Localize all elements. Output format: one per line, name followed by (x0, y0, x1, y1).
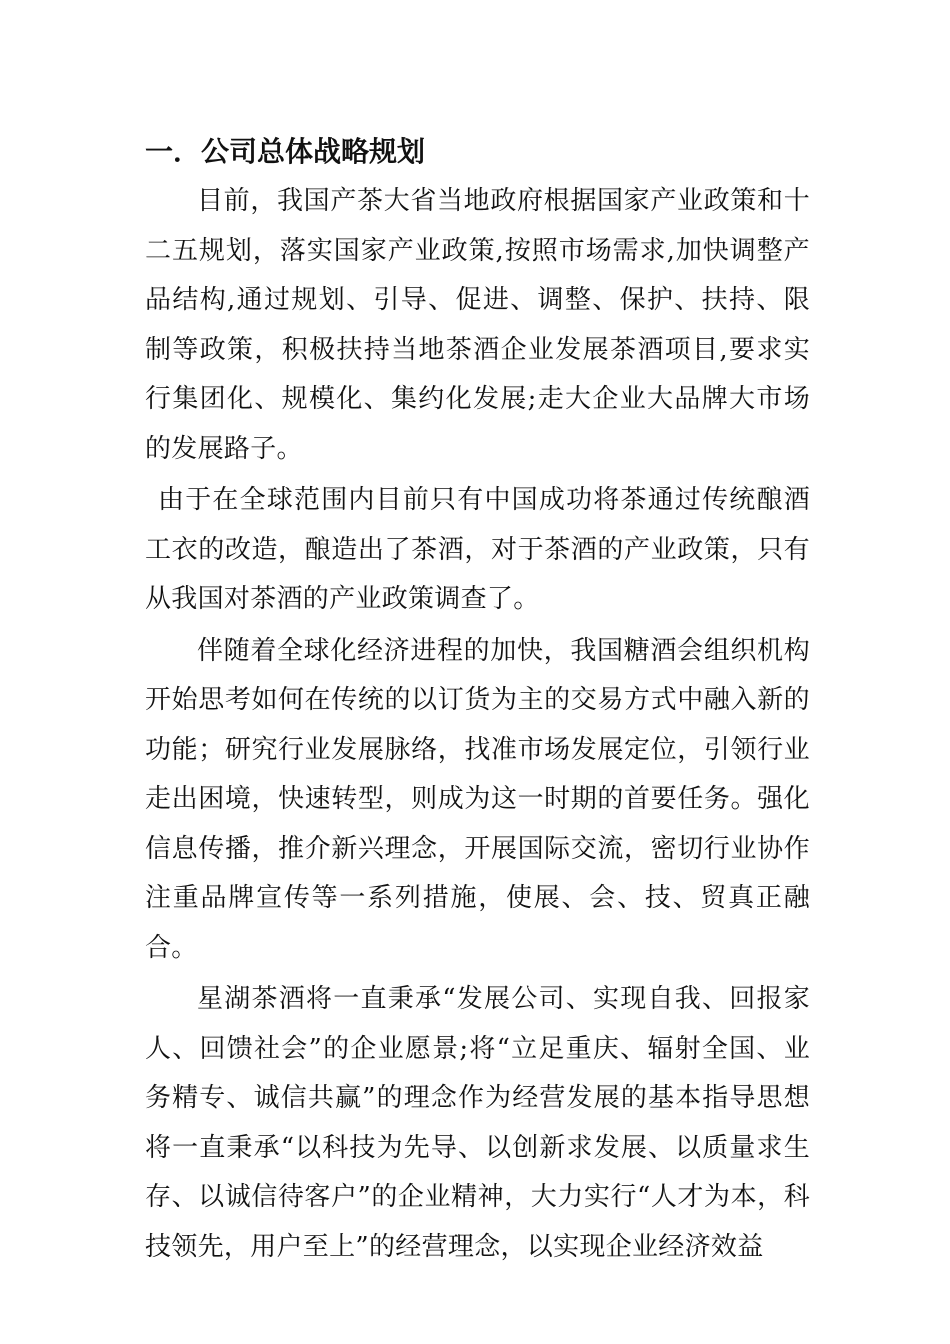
section-heading: 一．公司总体战略规划 (145, 135, 426, 168)
document-body (145, 130, 810, 1274)
paragraph-globalization: 伴随着全球化经济进程的加快，我国糖酒会组织机构开始思考如何在传统的以订货为主的交易方式中融入新的功能；研究行业发展脉络，找准市场发展定位，引领行业走出困境，快速转型，则成为这一时期的首要任务。强化信息传播，推介新兴理念，开展国际交流，密切行业协作注重品牌宣传等一系列措施，使展、会、技、贸真正融合。 (145, 635, 810, 963)
paragraph-tea-wine: 由于在全球范围内目前只有中国成功将茶通过传统酿酒工衣的改造，酿造出了茶酒，对于茶酒的产业政策，只有从我国对茶酒的产业政策调查了。 (145, 485, 810, 614)
paragraph-company-vision: 星湖茶酒将一直秉承“发展公司、实现自我、回报家人、回馈社会”的企业愿景;将“立足重庆、辐射全国、业务精专、诚信共赢”的理念作为经营发展的基本指导思想将一直秉承“以科技为先导、以创新求发展、以质量求生存、以诚信待客户”的企业精神，大力实行“人才为本，科技领先，用户至上”的经营理念，以实现企业经济效益 (145, 984, 810, 1262)
paragraph-policy: 目前，我国产茶大省当地政府根据国家产业政策和十二五规划，落实国家产业政策,按照市场需求,加快调整产品结构,通过规划、引导、促进、调整、保护、扶持、限制等政策，积极扶持当地茶酒企业发展茶酒项目,要求实行集团化、规模化、集约化发展;走大企业大品牌大市场的发展路子。 (145, 186, 810, 464)
